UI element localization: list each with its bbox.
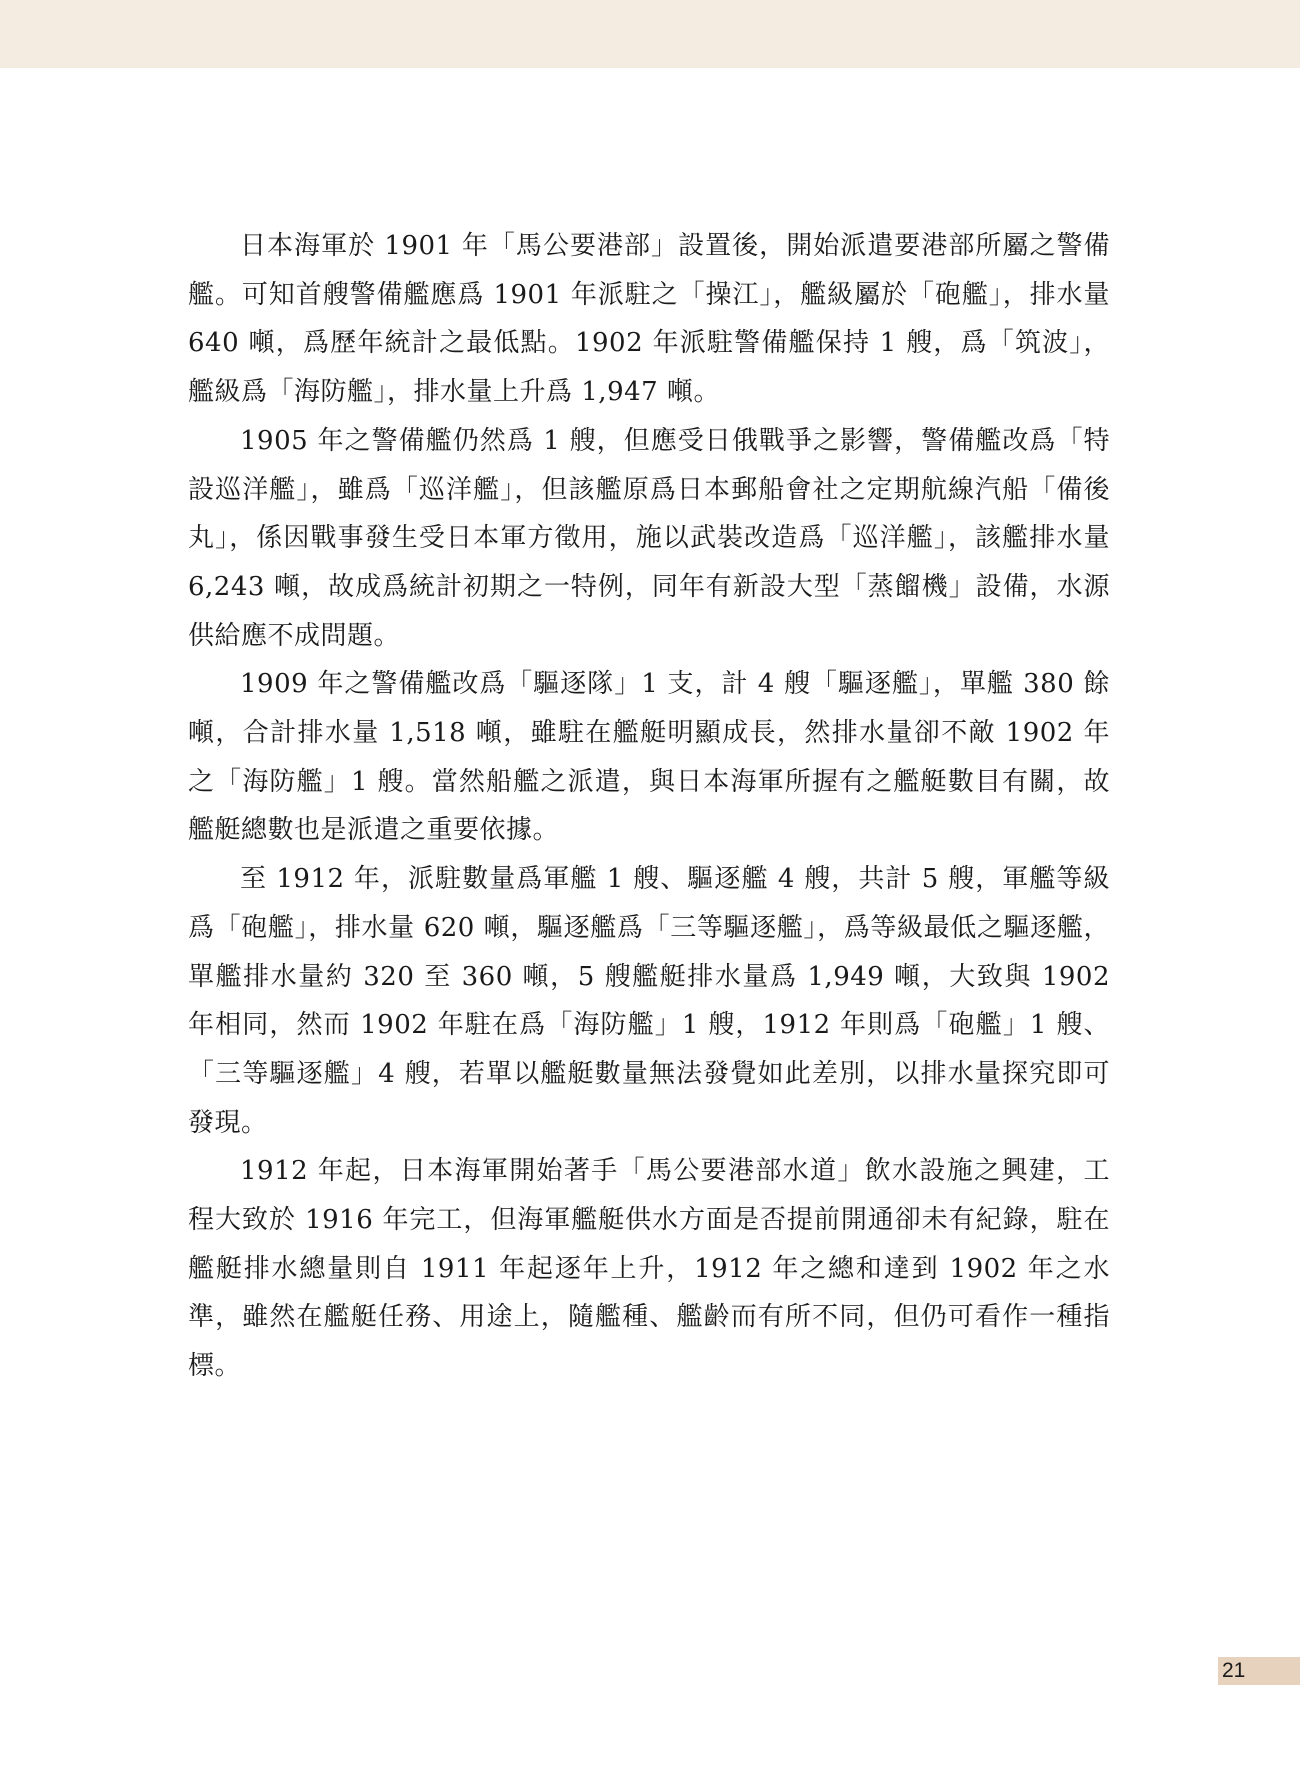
paragraph: 1912 年起，日本海軍開始著手「馬公要港部水道」飲水設施之興建，工程大致於 1916 年完工，但海軍艦艇供水方面是否提前開通卻未有紀錄，駐在艦艇排水總量則自 1911 年起逐年上升，1912 年之總和達到 1902 年之水準，雖然在艦艇任務、用途上，隨艦種、艦齡而有所不同，但仍可看作一種指標。 (188, 1156, 1110, 1382)
paragraph: 1909 年之警備艦改爲「驅逐隊」1 支，計 4 艘「驅逐艦」，單艦 380 餘噸，合計排水量 1,518 噸，雖駐在艦艇明顯成長，然排水量卻不敵 1902 年之「海防艦」1 艘。當然船艦之派遣，與日本海軍所握有之艦艇數目有關，故艦艇總數也是派遣之重要依據。 (188, 669, 1110, 846)
page-number: 21 (1222, 1659, 1246, 1682)
paragraph: 1905 年之警備艦仍然爲 1 艘，但應受日俄戰爭之影響，警備艦改爲「特設巡洋艦」，雖爲「巡洋艦」，但該艦原爲日本郵船會社之定期航線汽船「備後丸」，係因戰事發生受日本軍方徵用，施以武裝改造爲「巡洋艦」，該艦排水量 6,243 噸，故成爲統計初期之一特例，同年有新設大型「蒸餾機」設備，水源供給應不成問題。 (188, 425, 1110, 651)
paragraph: 日本海軍於 1901 年「馬公要港部」設置後，開始派遣要港部所屬之警備艦。可知首艘警備艦應爲 1901 年派駐之「操江」，艦級屬於「砲艦」，排水量 640 噸，爲歷年統計之最低點。1902 年派駐警備艦保持 1 艘，爲「筑波」，艦級爲「海防艦」，排水量上升爲 1,947 噸。 (188, 231, 1110, 408)
body-text (188, 222, 1110, 1391)
paragraph: 至 1912 年，派駐數量爲軍艦 1 艘、驅逐艦 4 艘，共計 5 艘，軍艦等級爲「砲艦」，排水量 620 噸，驅逐艦爲「三等驅逐艦」，爲等級最低之驅逐艦，單艦排水量約 320 至 360 噸，5 艘艦艇排水量爲 1,949 噸，大致與 1902 年相同，然而 1902 年駐在爲「海防艦」1 艘，1912 年則爲「砲艦」1 艘、「三等驅逐艦」4 艘，若單以艦艇數量無法發覺如此差別，以排水量探究即可發現。 (188, 864, 1110, 1138)
header-band (0, 0, 1300, 68)
